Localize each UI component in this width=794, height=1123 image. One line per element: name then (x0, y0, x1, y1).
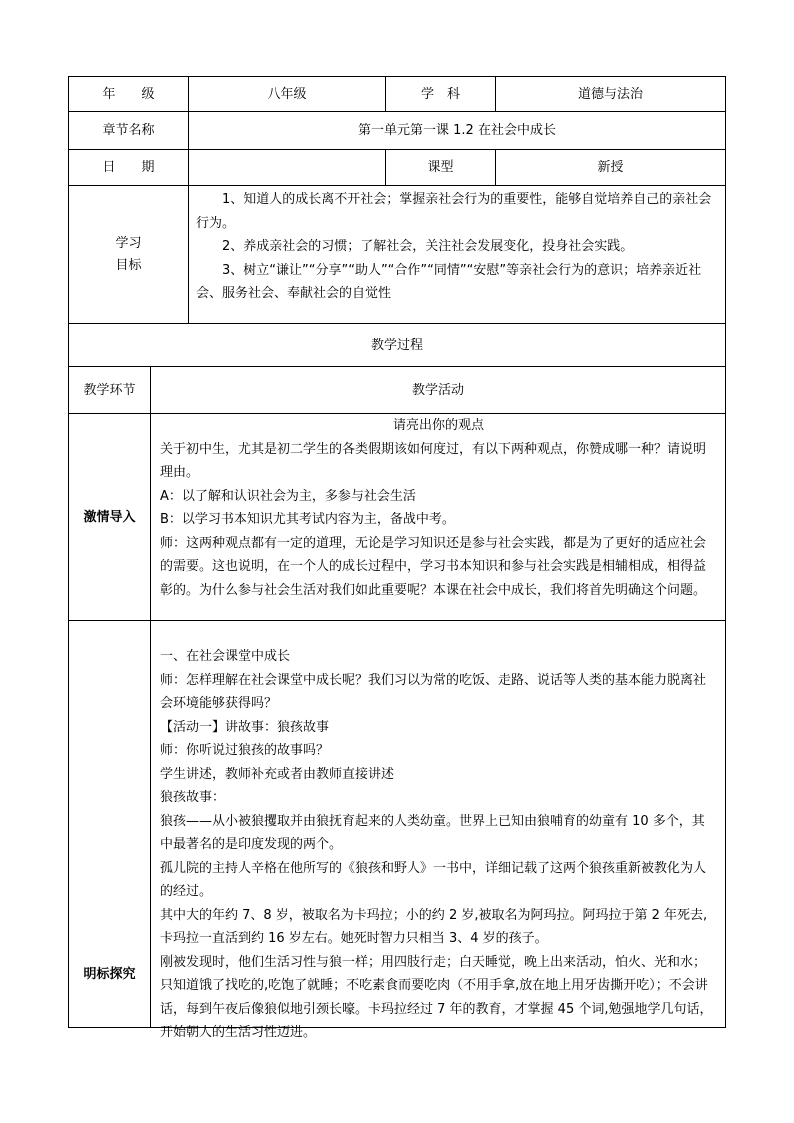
subject-value-cell (495, 76, 726, 112)
explore-line-7: 狼孩——从小被狼攫取并由狼抚育起来的人类幼童。世界上已知由狼哺育的幼童有 10 多个，其中最著名的是印度发现的两个。 (160, 813, 705, 852)
chapter-label: 章节名称 (102, 123, 155, 138)
subject-label: 学 科 (420, 86, 460, 102)
goals-content-cell (188, 185, 726, 324)
chapter-value: 第一单元第一课 1.2 在社会中成长 (358, 123, 556, 138)
goal-item-3: 3、树立“谦让”“分享”“助人”“合作”“同情”“安慰”等亲社会行为的意识；培养亲近社会、服务社会、奉献社会的自觉性 (196, 262, 702, 301)
intro-heading: 请亮出你的观点 (392, 418, 484, 433)
explore-line-3: 【活动一】讲故事：狼孩故事 (160, 719, 330, 735)
intro-line-3: B：以学习书本知识尤其考试内容为主，备战中考。 (160, 512, 455, 527)
subject-label-cell (385, 76, 496, 112)
explore-line-5: 学生讲述，教师补充或者由教师直接讲述 (160, 766, 395, 782)
grade-value-cell (188, 76, 386, 112)
intro-line-1: 关于初中生，尤其是初二学生的各类假期该如何度过，有以下两种观点，你赞成哪一种？请说明理由。 (160, 441, 707, 480)
type-value-cell (495, 149, 726, 186)
type-label-cell (385, 149, 496, 186)
date-label: 日 期 (102, 160, 155, 175)
explore-stage-label: 明标探究 (83, 967, 136, 982)
explore-line-2: 师：怎样理解在社会课堂中成长呢？我们习以为常的吃饭、走路、说话等人类的基本能力脱离社会环境能够获得吗？ (160, 672, 707, 711)
grade-label-cell (68, 76, 189, 112)
stage-header: 教学环节 (83, 382, 136, 398)
goals-label-line2: 目标 (115, 257, 142, 273)
explore-content-cell (150, 620, 726, 1040)
explore-stage-cell (68, 620, 151, 1028)
explore-line-10: 刚被发现时，他们生活习性与狼一样；用四肢行走；白天睡觉，晚上出来活动，怕火、光和水；只知道饿了找吃的,吃饱了就睡；不吃素食而要吃肉（不用手拿,放在地上用牙齿撕开吃）；不会讲话，每到午夜后像狼似地引颈长嚎。卡玛拉经过 7 年的教育，才掌握 45 个词,勉强地学几句话，开始朝人的生活习性迈进。 (160, 954, 713, 1040)
subject-value: 道德与法治 (577, 86, 643, 102)
intro-stage-cell (68, 413, 151, 621)
date-value-cell (188, 149, 386, 186)
grade-label: 年 级 (102, 86, 155, 102)
goals-label-cell (68, 185, 189, 324)
type-label: 课型 (427, 160, 454, 175)
chapter-label-cell (68, 111, 189, 150)
process-title-cell (68, 323, 726, 367)
explore-line-4: 师：你听说过狼孩的故事吗？ (160, 743, 330, 758)
goal-item-1: 1、知道人的成长离不开社会；掌握亲社会行为的重要性，能够自觉培养自己的亲社会行为。 (196, 192, 712, 231)
goal-item-2: 2、养成亲社会的习惯；了解社会，关注社会发展变化，投身社会实践。 (222, 239, 634, 254)
date-label-cell (68, 149, 189, 186)
intro-stage-label: 激情导入 (83, 509, 136, 525)
chapter-value-cell (188, 111, 726, 150)
stage-header-cell (68, 366, 151, 414)
intro-line-2: A：以了解和认识社会为主，多参与社会生活 (160, 488, 416, 504)
process-title: 教学过程 (370, 337, 423, 353)
grade-value: 八年级 (267, 86, 307, 102)
explore-line-8: 孤儿院的主持人辛格在他所写的《狼孩和野人》一书中，详细记载了这两个狼孩重新被教化为人的经过。 (160, 860, 707, 899)
explore-line-6: 狼孩故事： (160, 790, 226, 805)
activity-header-cell (150, 366, 726, 414)
explore-line-9: 其中大的年约 7、8 岁，被取名为卡玛拉；小的约 2 岁,被取名为阿玛拉。阿玛拉于第 2 年死去,卡玛拉一直活到约 16 岁左右。她死时智力只相当 3、4 岁的孩子。 (160, 907, 708, 946)
activity-header: 教学活动 (411, 382, 464, 398)
explore-line-1: 一、在社会课堂中成长 (160, 649, 291, 664)
intro-line-4: 师：这两种观点都有一定的道理，无论是学习知识还是参与社会实践，都是为了更好的适应社会的需要。这也说明，在一个人的成长过程中，学习书本知识和参与社会实践是相辅相成，相得益彰的。为什么参与社会生活对我们如此重要呢？本课在社会中成长，我们将首先明确这个问题。 (160, 535, 707, 598)
type-value: 新授 (597, 160, 624, 175)
goals-label-line1: 学习 (115, 235, 142, 251)
intro-content-cell (150, 413, 726, 621)
